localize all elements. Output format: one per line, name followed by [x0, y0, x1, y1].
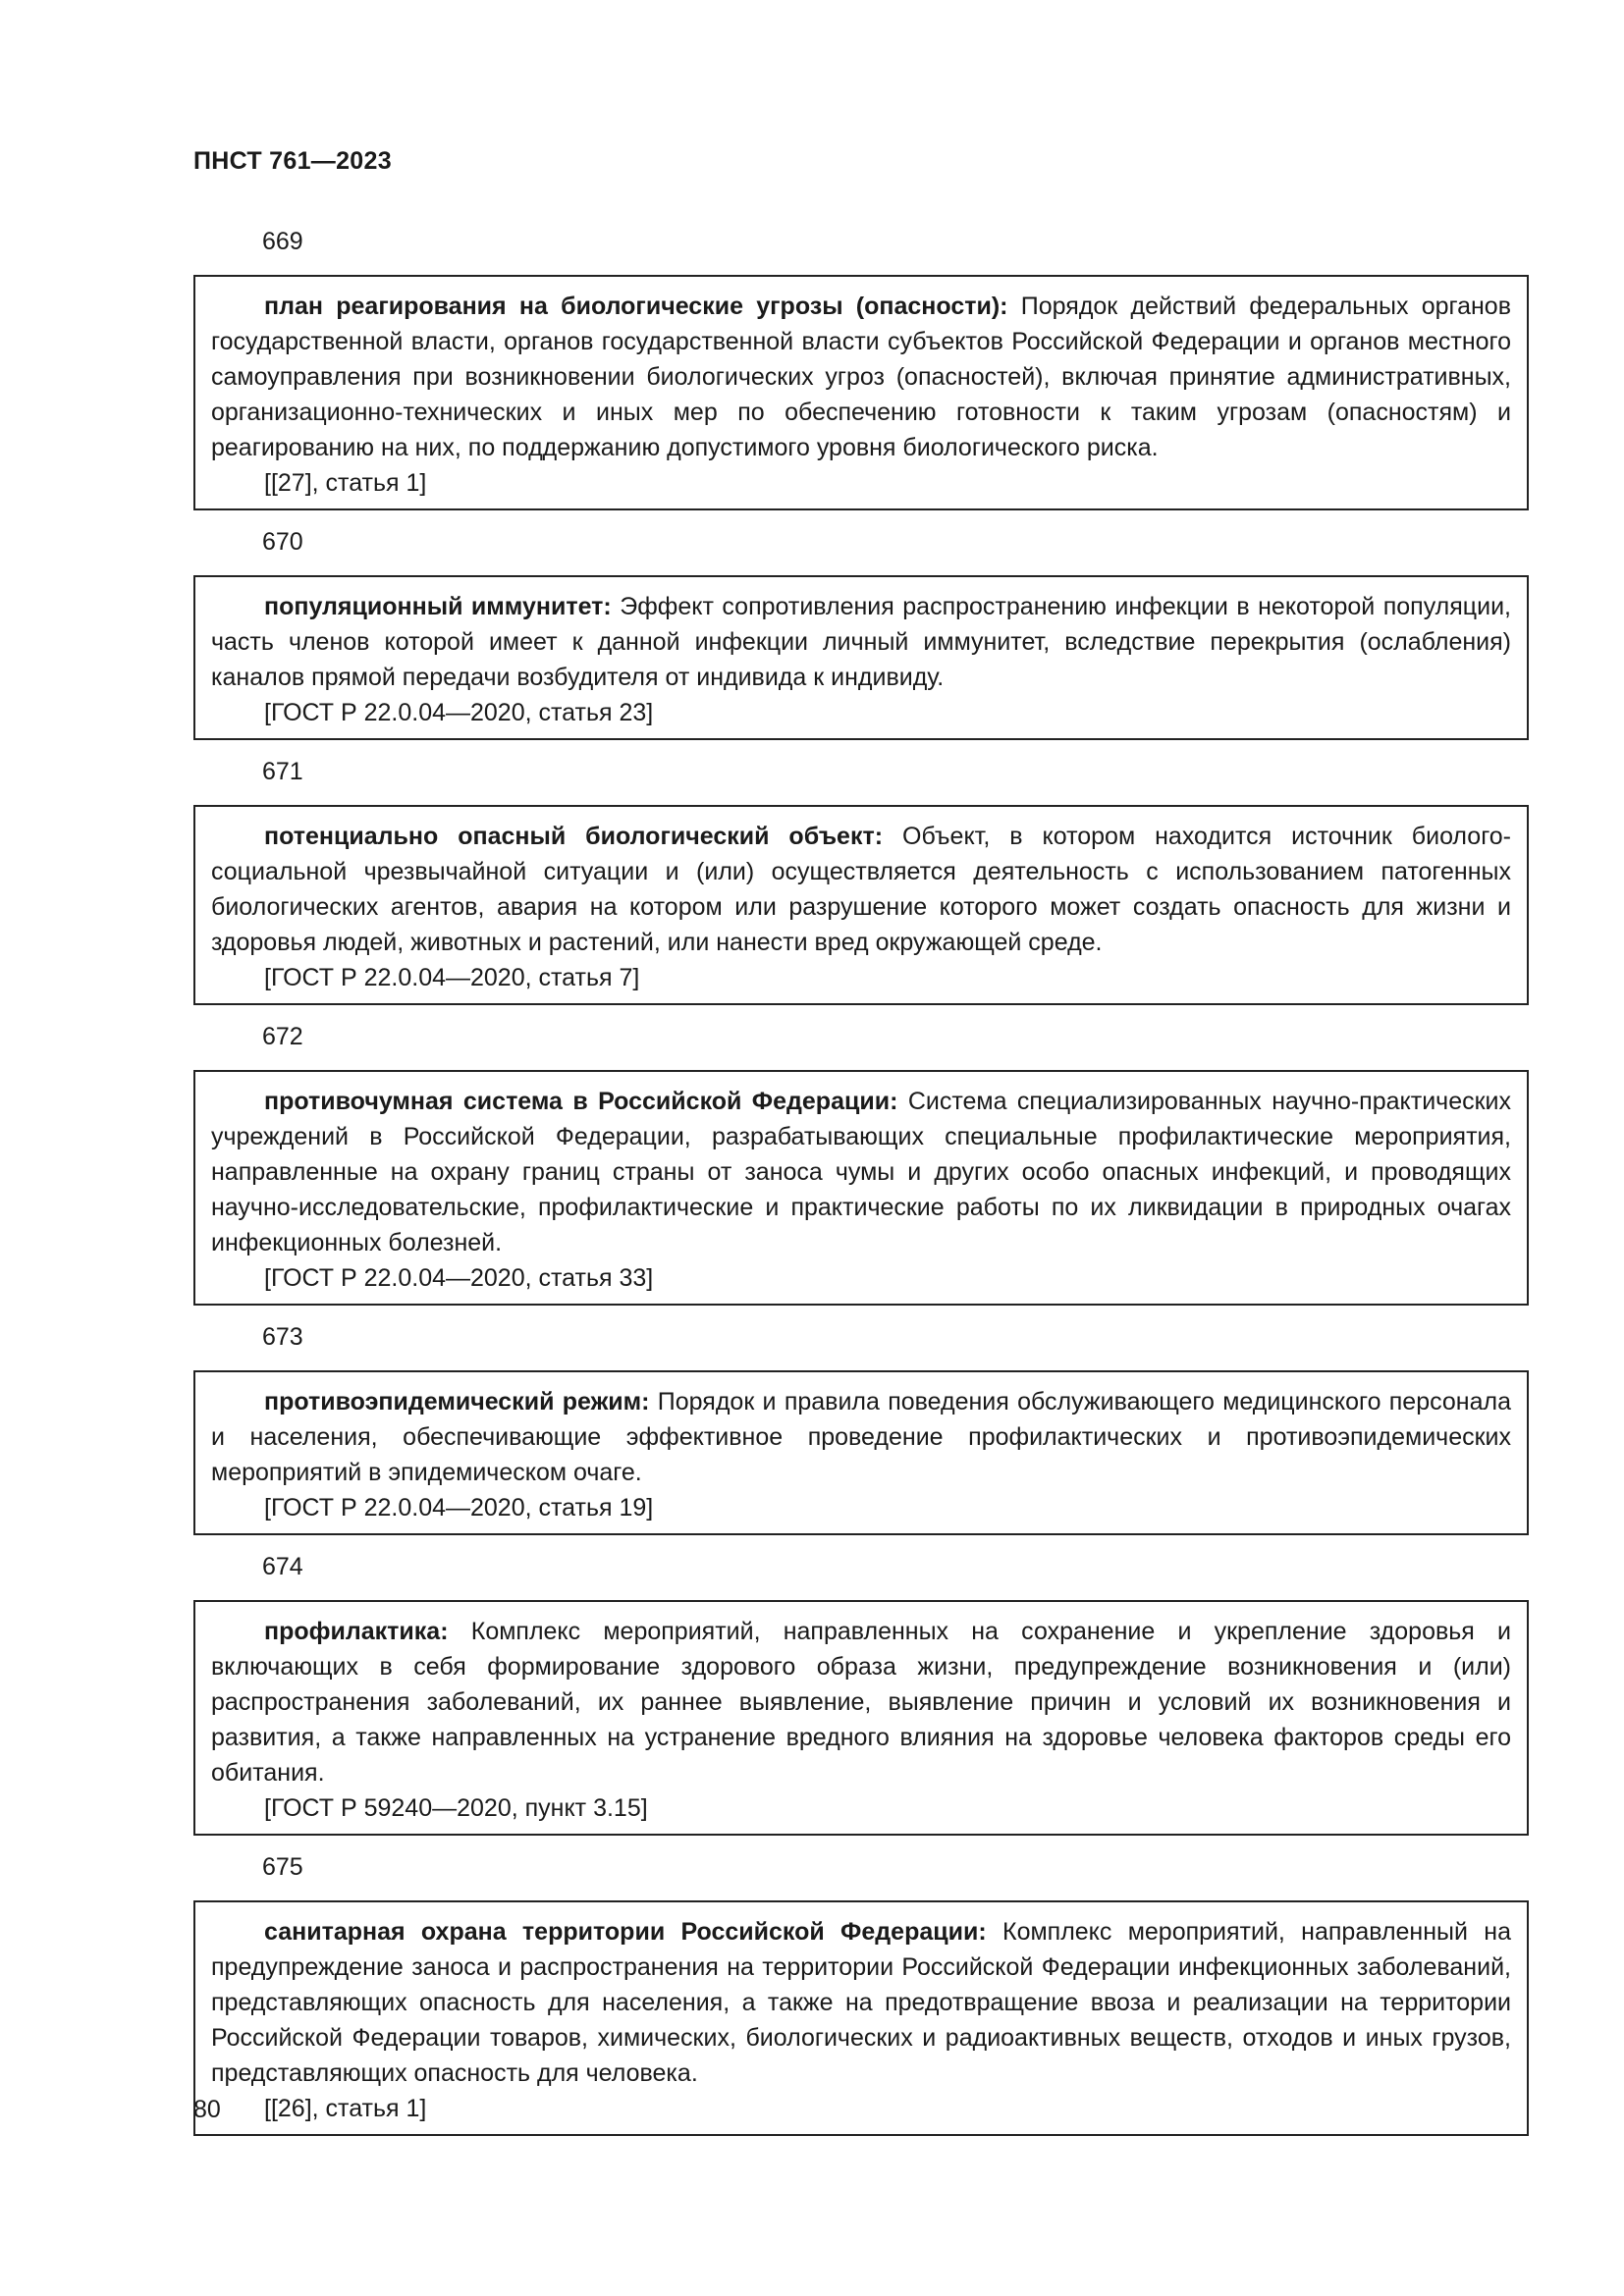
term-definition: Комплекс мероприятий, направленных на сохранение и укрепление здоровья и включающих в себя формирование здорового образа жизни, предупреждение возникновения и (или) распространения заболеваний, их раннее выявление, выявление причин и условий их возникновения и развития, а также направленных на устранение вредного влияния на здоровье человека факторов среды его обитания. [211, 1618, 1511, 1787]
page-number: 80 [193, 2096, 221, 2123]
term-entry [193, 1849, 1529, 2136]
definition-box [193, 575, 1529, 740]
definition-box [193, 1900, 1529, 2136]
term-title: популяционный иммунитет: [264, 593, 612, 620]
definition-box [193, 1070, 1529, 1306]
term-title: профилактика: [264, 1618, 449, 1645]
definition-text [211, 589, 1511, 695]
definition-text [211, 1084, 1511, 1260]
definition-text [211, 819, 1511, 960]
term-title: потенциально опасный биологический объект: [264, 823, 884, 850]
definition-text [211, 1384, 1511, 1490]
definition-text [211, 1614, 1511, 1790]
term-entry [193, 1549, 1529, 1836]
entry-number: 675 [262, 1853, 303, 1881]
definition-box [193, 1370, 1529, 1535]
definition-box [193, 1600, 1529, 1836]
terms-list [193, 224, 1529, 2150]
term-title: план реагирования на биологические угрозы (опасности): [264, 293, 1008, 320]
definition-text [211, 289, 1511, 465]
term-entry [193, 1319, 1529, 1535]
entry-number: 671 [262, 758, 303, 785]
term-entry [193, 224, 1529, 510]
source-reference: [ГОСТ Р 22.0.04—2020, статья 33] [264, 1264, 654, 1292]
entry-number: 674 [262, 1553, 303, 1580]
source-reference: [[27], статья 1] [264, 469, 427, 497]
source-reference: [ГОСТ Р 22.0.04—2020, статья 7] [264, 964, 640, 991]
term-definition: Комплекс мероприятий, направленный на предупреждение заноса и распространения на территории Российской Федерации инфекционных заболеваний, представляющих опасность для населения, а также на предотвращение ввоза и реализации на территории Российской Федерации товаров, химических, биологических и радиоактивных веществ, отходов и иных грузов, представляющих опасность для человека. [211, 1918, 1511, 2087]
term-entry [193, 1019, 1529, 1306]
term-definition: Эффект сопротивления распространению инфекции в некоторой популяции, часть членов которой имеет к данной инфекции личный иммунитет, вследствие перекрытия (ослабления) каналов прямой передачи возбудителя от индивида к индивиду. [211, 593, 1511, 691]
term-definition: Порядок и правила поведения обслуживающего медицинского персонала и населения, обеспечивающие эффективное проведение профилактических и противоэпидемических мероприятий в эпидемическом очаге. [211, 1388, 1512, 1486]
term-definition: Объект, в котором находится источник биолого-социальной чрезвычайной ситуации и (или) осуществляется деятельность с использованием патогенных биологических агентов, авария на котором или разрушение которого может создать опасность для жизни и здоровья людей, животных и растений, или нанести вред окружающей среде. [211, 823, 1511, 956]
source-reference: [ГОСТ Р 22.0.04—2020, статья 23] [264, 699, 654, 726]
term-title: санитарная охрана территории Российской Федерации: [264, 1918, 987, 1946]
term-title: противочумная система в Российской Федерации: [264, 1088, 898, 1115]
term-definition: Система специализированных научно-практических учреждений в Российской Федерации, разрабатывающих специальные профилактические мероприятия, направленные на охрану границ страны от заноса чумы и других особо опасных инфекций, и проводящих научно-исследовательские, профилактические и практические работы по их ликвидации в природных очагах инфекционных болезней. [211, 1088, 1511, 1256]
entry-number: 669 [262, 228, 303, 255]
entry-number: 670 [262, 528, 303, 556]
source-reference: [ГОСТ Р 22.0.04—2020, статья 19] [264, 1494, 654, 1522]
source-reference: [ГОСТ Р 59240—2020, пункт 3.15] [264, 1794, 648, 1822]
definition-box [193, 805, 1529, 1005]
term-title: противоэпидемический режим: [264, 1388, 650, 1415]
term-entry [193, 754, 1529, 1005]
definition-box [193, 275, 1529, 510]
term-definition: Порядок действий федеральных органов государственной власти, органов государственной власти субъектов Российской Федерации и органов местного самоуправления при возникновении биологических угроз (опасностей), включая принятие административных, организационно-технических и иных мер по обеспечению готовности к таким угрозам (опасностям) и реагированию на них, по поддержанию допустимого уровня биологического риска. [211, 293, 1511, 461]
source-reference: [[26], статья 1] [264, 2095, 427, 2122]
term-entry [193, 524, 1529, 740]
definition-text [211, 1914, 1511, 2091]
entry-number: 673 [262, 1323, 303, 1351]
document-header: ПНСТ 761—2023 [193, 147, 392, 175]
entry-number: 672 [262, 1023, 303, 1050]
